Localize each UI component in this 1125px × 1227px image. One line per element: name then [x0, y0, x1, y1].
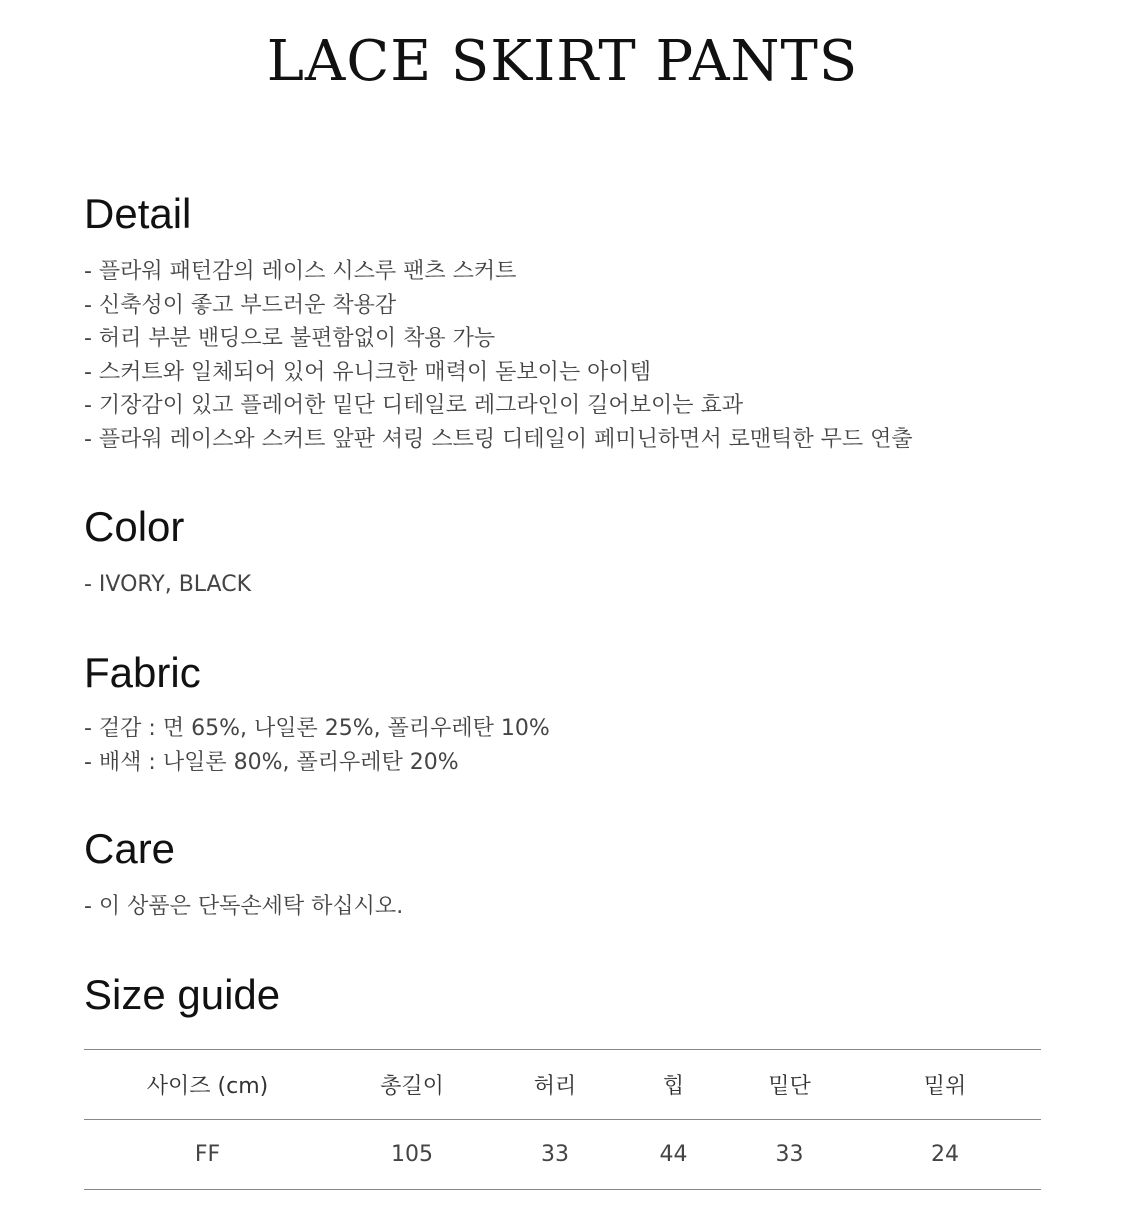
detail-item: - 허리 부분 밴딩으로 불편함없이 착용 가능 — [84, 326, 496, 351]
color-list — [84, 568, 1044, 602]
size-table-cell: 105 — [391, 1142, 433, 1167]
care-list — [84, 890, 1044, 924]
rise-column-header: 밑위 — [923, 1074, 967, 1099]
detail-list — [84, 255, 1044, 456]
fabric-heading: Fabric — [84, 649, 201, 696]
detail-item: - 스커트와 일체되어 있어 유니크한 매력이 돋보이는 아이템 — [84, 359, 651, 385]
hem-column-header: 밑단 — [768, 1074, 811, 1099]
detail-item: - 플라워 패턴감의 레이스 시스루 팬츠 스커트 — [84, 259, 517, 284]
size-table-cell: 24 — [931, 1142, 959, 1167]
care-section — [84, 824, 1044, 924]
color-heading: Color — [84, 503, 185, 550]
detail-item: - 플라워 레이스와 스커트 앞판 셔링 스트링 디테일이 페미닌하면서 로맨틱한 무드 연출 — [84, 426, 913, 452]
fabric-item: - 배색 : 나일론 80%, 폴리우레탄 20% — [84, 749, 459, 775]
size-column-header: 사이즈 (cm) — [146, 1074, 269, 1099]
fabric-item: - 겉감 : 면 65%, 나일론 25%, 폴리우레탄 10% — [84, 716, 550, 741]
detail-heading: Detail — [84, 190, 192, 237]
page-title: LACE SKIRT PANTS — [266, 29, 859, 94]
care-item: - 이 상품은 단독손세탁 하십시오. — [84, 894, 404, 919]
fabric-list — [84, 712, 1044, 779]
fabric-section — [84, 648, 1044, 779]
size-table — [84, 1049, 1041, 1190]
size-table-cell: 33 — [775, 1142, 804, 1167]
color-section — [84, 502, 1044, 602]
total-length-column-header: 총길이 — [380, 1074, 444, 1099]
size-guide-section — [84, 970, 1044, 1020]
detail-item: - 신축성이 좋고 부드러운 착용감 — [84, 292, 397, 318]
waist-column-header: 허리 — [533, 1074, 577, 1099]
size-table-header-row — [84, 1050, 1041, 1120]
hip-column-header: 힙 — [662, 1074, 685, 1099]
size-table-cell: 44 — [659, 1142, 688, 1167]
detail-section — [84, 189, 1044, 456]
care-heading: Care — [84, 825, 176, 872]
size-table-cell: FF — [194, 1142, 221, 1167]
color-item: - IVORY, BLACK — [84, 572, 252, 597]
size-table-row — [84, 1120, 1041, 1190]
detail-item: - 기장감이 있고 플레어한 밑단 디테일로 레그라인이 길어보이는 효과 — [84, 393, 743, 418]
size-guide-heading: Size guide — [84, 971, 281, 1018]
size-table-cell: 33 — [541, 1142, 569, 1167]
